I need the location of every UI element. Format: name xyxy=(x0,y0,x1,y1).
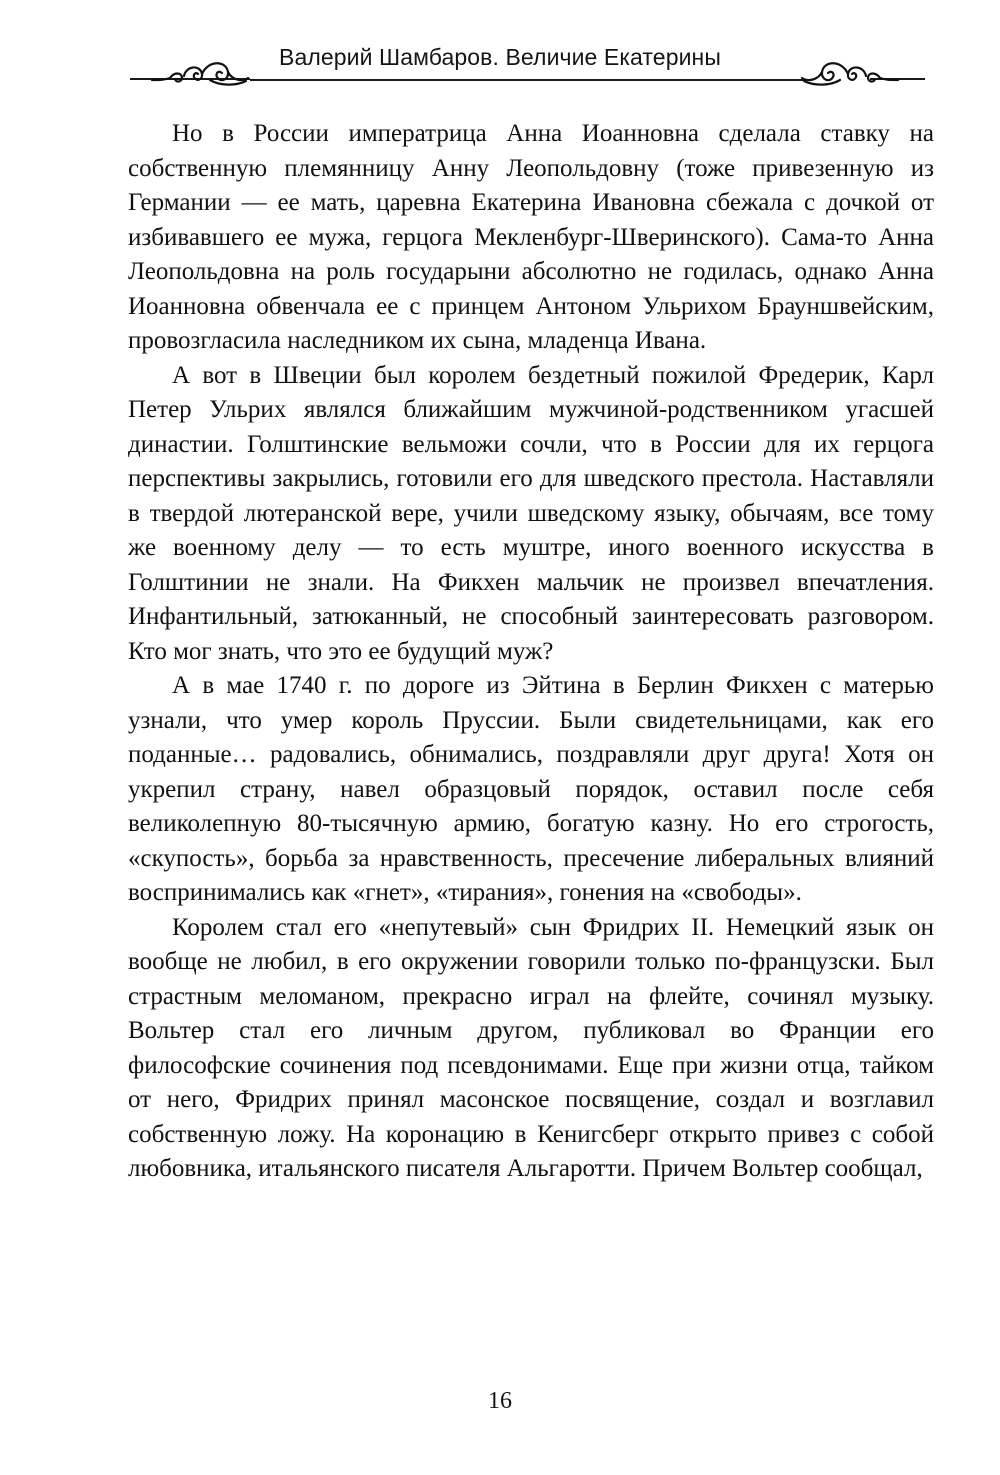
flourish-ornament-right-icon xyxy=(800,50,900,90)
paragraph: А вот в Швеции был королем бездетный пожилой Фредерик, Карл Петер Ульрих являлся ближайшим мужчиной-родственником угасшей династии. Голштинские вельможи сочли, что в России для их герцога перспективы закрылись, готовили его для шведского престола. Наставляли в твердой лютеранской вере, учили шведскому языку, обычаям, все тому же военному делу — то есть муштре, иного военного искусства в Голштинии не знали. На Фикхен мальчик не произвел впечатления. Инфантильный, затюканный, не способный заинтересовать разговором. Кто мог знать, что это ее будущий муж? xyxy=(128,361,934,665)
paragraph: А в мае 1740 г. по дороге из Эйтина в Берлин Фикхен с матерью узнали, что умер король Пруссии. Были свидетельницами, как его поданные… радовались, обнимались, поздравляли друг друга! Хотя он укрепил страну, навел образцовый порядок, оставил после себя великолепную 80-тысячную армию, богатую казну. Но его строгость, «скупость», борьба за нравственность, пресечение либеральных влияний воспринимались как «гнет», «тирания», гонения на «свободы». xyxy=(128,672,934,906)
paragraph: Но в России императрица Анна Иоанновна сделала ставку на собственную племянницу Анну Леопольдовну (тоже привезенную из Германии — ее мать, царевна Екатерина Ивановна сбежала с дочкой от избивавшего ее мужа, герцога Мекленбург-Шверинского). Сама-то Анна Леопольдовна на роль государыни абсолютно не годилась, однако Анна Иоанновна обвенчала ее с принцем Антоном Ульрихом Брауншвейским, провозгласила наследником их сына, младенца Ивана. xyxy=(128,120,934,354)
page-number: 16 xyxy=(488,1388,512,1414)
header-rule-center xyxy=(250,79,805,81)
running-header xyxy=(0,38,1000,98)
running-title: Валерий Шамбаров. Величие Екатерины xyxy=(279,44,721,70)
main-text xyxy=(128,117,934,1187)
paragraph: Королем стал его «непутевый» сын Фридрих II. Немецкий язык он вообще не любил, в его окружении говорили только по-французски. Был страстным меломаном, прекрасно играл на флейте, сочинял музыку. Вольтер стал его личным другом, публиковал во Франции его философские сочинения под псевдонимами. Еще при жизни отца, тайком от него, Фридрих принял масонское посвящение, создал и возглавил собственную ложу. На коронацию в Кенигсберг открыто привез с собой любовника, итальянского писателя Альгаротти. Причем Вольтер сообщал, xyxy=(128,913,934,1182)
